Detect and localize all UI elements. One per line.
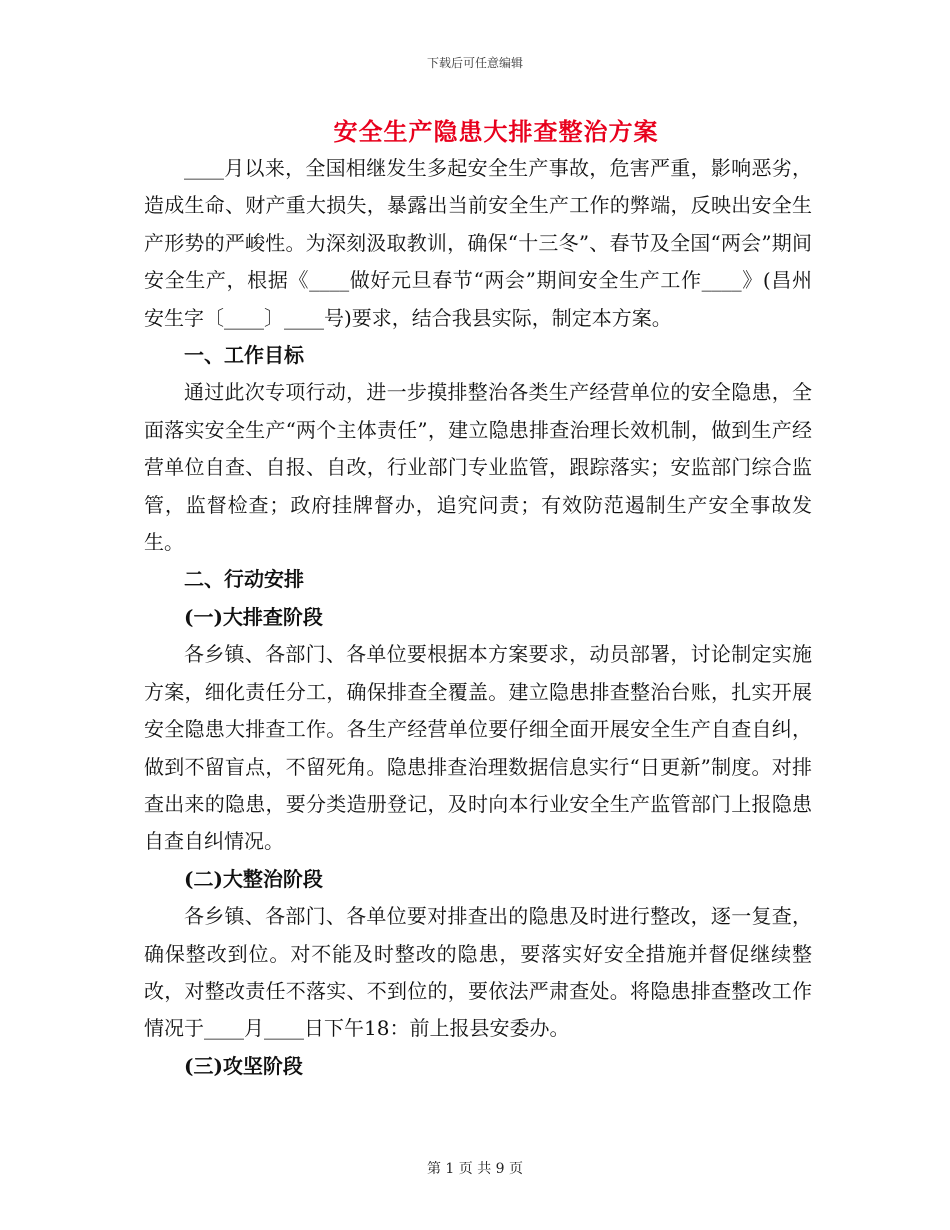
section-heading-arrangement: 二、行动安排 [184,567,304,592]
investigation-paragraph: 各乡镇、各部门、各单位要根据本方案要求，动员部署，讨论制定实施方案，细化责任分工，确保排查全覆盖。建立隐患排查整治台账，扎实开展安全隐患大排查工作。各生产经营单位要仔细全面开展安全生产自查自纠，做到不留盲点，不留死角。隐患排查治理数据信息实行“日更新”制度。对排查出来的隐患，要分类造册登记，及时向本行业安全生产监管部门上报隐患自查自纠情况。 [144,642,812,854]
page-number: 第 1 页 共 9 页 [426,1161,524,1177]
subsection-heading-tackling: (三)攻坚阶段 [184,1053,303,1078]
subsection-heading-investigation: (一)大排查阶段 [184,604,323,629]
document-body [144,150,812,1085]
document-title: 安全生产隐患大排查整治方案 [333,117,659,146]
section-heading-goals: 一、工作目标 [184,343,304,368]
rectification-paragraph: 各乡镇、各部门、各单位要对排查出的隐患及时进行整改，逐一复查，确保整改到位。对不能及时整改的隐患，要落实好安全措施并督促继续整改，对整改责任不落实、不到位的，要依法严肃查处。将隐患排查整改工作情况于____月____日下午18：前上报县安委办。 [144,904,812,1041]
header-note: 下载后可任意编辑 [426,56,523,70]
intro-paragraph: ____月以来，全国相继发生多起安全生产事故，危害严重，影响恶劣，造成生命、财产重大损失，暴露出当前安全生产工作的弊端，反映出安全生产形势的严峻性。为深刻汲取教训，确保“十三冬”、春节及全国“两会”期间安全生产，根据《____做好元旦春节“两会”期间安全生产工作____》(昌州安生字〔____〕____号)要求，结合我县实际，制定本方案。 [144,156,812,330]
goals-paragraph: 通过此次专项行动，进一步摸排整治各类生产经营单位的安全隐患，全面落实安全生产“两个主体责任”，建立隐患排查治理长效机制，做到生产经营单位自查、自报、自改，行业部门专业监管，跟踪落实；安监部门综合监管，监督检查；政府挂牌督办，追究问责；有效防范遏制生产安全事故发生。 [144,380,812,555]
subsection-heading-rectification: (二)大整治阶段 [184,866,323,891]
